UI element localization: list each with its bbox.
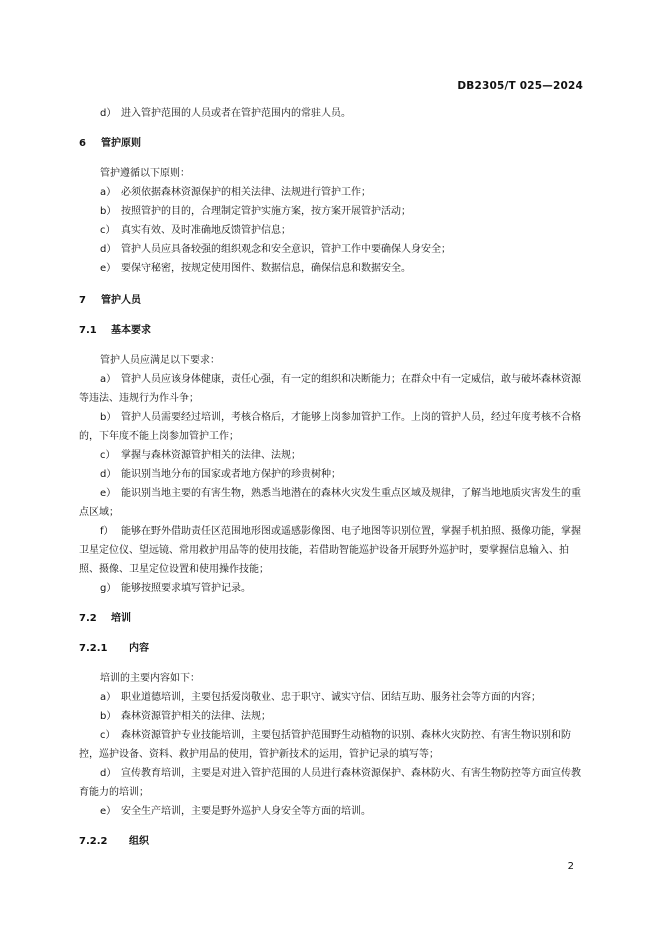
- subsection-heading-7-1: 7.1 基本要求: [79, 325, 151, 336]
- list-item: g） 能够按照要求填写管护记录。: [100, 583, 251, 594]
- subsection-heading-7-2: 7.2 培训: [79, 613, 131, 624]
- section-heading-6: 6 管护原则: [79, 138, 141, 149]
- document-number: DB2305/T 025—2024: [457, 80, 583, 92]
- list-item: d） 进入管护范围的人员或者在管护范围内的常驻人员。: [100, 108, 351, 119]
- list-item: b） 管护人员需要经过培训，考核合格后，才能够上岗参加管护工作。上岗的管护人员，经过年度考核不合格的，下年度不能上岗参加管护工作；: [79, 412, 581, 442]
- list-item: d） 能识别当地分布的国家或者地方保护的珍贵树种；: [100, 469, 341, 480]
- list-item: a） 必须依据森林资源保护的相关法律、法规进行管护工作；: [100, 187, 371, 198]
- list-item: e） 安全生产培训，主要是野外巡护人身安全等方面的培训。: [100, 806, 371, 817]
- section7-2-1-intro: 培训的主要内容如下：: [100, 673, 200, 684]
- section6-intro: 管护遵循以下原则：: [100, 168, 190, 179]
- list-item: d） 管护人员应具备较强的组织观念和安全意识，管护工作中要确保人身安全；: [100, 244, 451, 255]
- list-item: b） 按照管护的目的，合理制定管护实施方案，按方案开展管护活动；: [100, 206, 411, 217]
- list-item: a） 管护人员应该身体健康，责任心强，有一定的组织和决断能力；在群众中有一定威信，敢与破坏森林资源等违法、违规行为作斗争；: [79, 374, 581, 404]
- subsection-heading-7-2-1: 7.2.1 内容: [79, 643, 149, 654]
- subsection-heading-7-2-2: 7.2.2 组织: [79, 836, 149, 847]
- list-item: f） 能够在野外借助责任区范围地形图或遥感影像图、电子地图等识别位置，掌握手机拍照、摄像功能，掌握卫星定位仪、望远镜、常用救护用品等的使用技能，若借助智能巡护设备开展野外巡护时，要掌握信息输入、拍照、摄像、卫星定位设置和使用操作技能；: [79, 526, 581, 575]
- section-heading-7: 7 管护人员: [79, 295, 141, 306]
- list-item: e） 要保守秘密，按规定使用图件、数据信息，确保信息和数据安全。: [100, 263, 411, 274]
- list-item: c） 森林资源管护专业技能培训，主要包括管护范围野生动植物的识别、森林火灾防控、有害生物识别和防控，巡护设备、资料、救护用品的使用，管护新技术的运用，管护记录的填写等；: [79, 730, 571, 760]
- section7-1-intro: 管护人员应满足以下要求：: [100, 355, 220, 366]
- list-item: d） 宣传教育培训，主要是对进入管护范围的人员进行森林资源保护、森林防火、有害生物防控等方面宣传教育能力的培训；: [79, 768, 581, 798]
- list-item: c） 真实有效、及时准确地反馈管护信息；: [100, 225, 291, 236]
- list-item: a） 职业道德培训，主要包括爱岗敬业、忠于职守、诚实守信、团结互助、服务社会等方面的内容；: [100, 692, 541, 703]
- page-body: [79, 104, 583, 851]
- page-number: 2: [567, 861, 574, 872]
- list-item: c） 掌握与森林资源管护相关的法律、法规；: [100, 450, 301, 461]
- list-item: b） 森林资源管护相关的法律、法规；: [100, 711, 271, 722]
- list-item: e） 能识别当地主要的有害生物，熟悉当地潜在的森林火灾发生重点区域及规律，了解当地地质灾害发生的重点区域；: [79, 488, 581, 518]
